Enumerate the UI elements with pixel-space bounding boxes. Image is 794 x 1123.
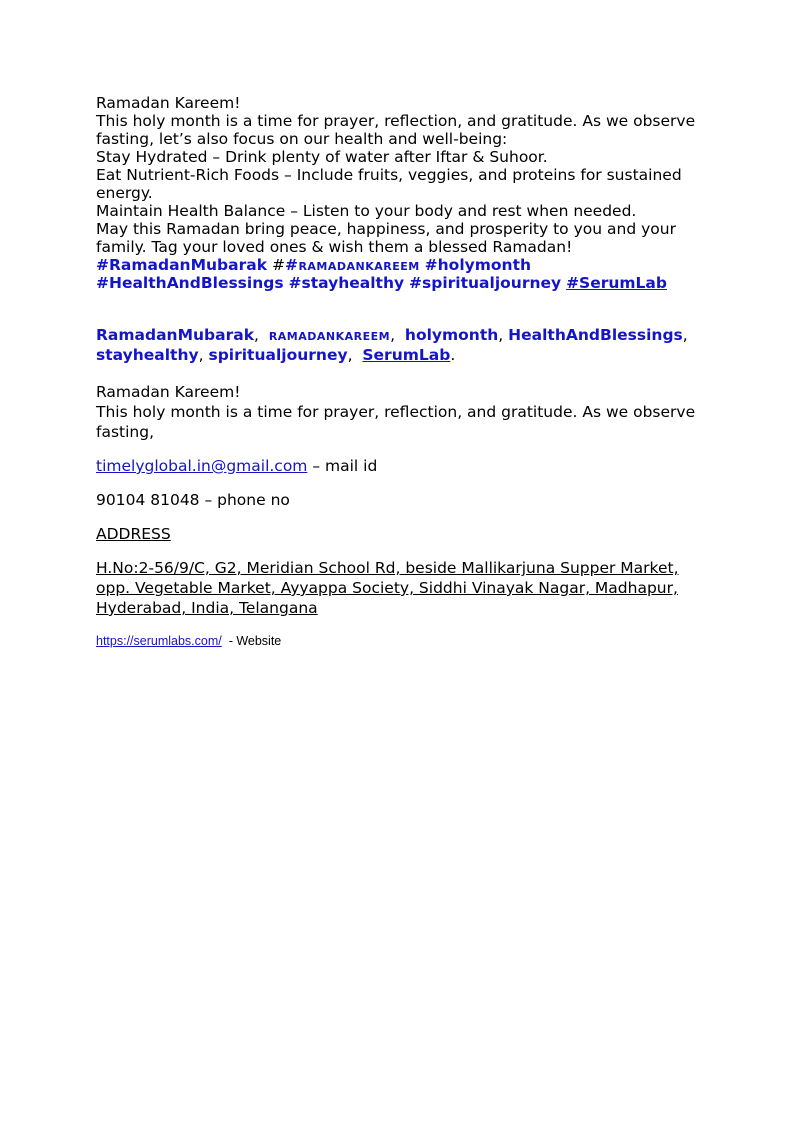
separator: , <box>347 346 353 364</box>
tag-list <box>96 325 706 365</box>
closing-line: May this Ramadan bring peace, happiness, and prosperity to you and your family. Tag your loved ones & wish them a blessed Ramadan! <box>96 220 676 256</box>
hashtag-link[interactable]: #SerumLab <box>566 274 667 292</box>
email-link[interactable]: timelyglobal.in@gmail.com <box>96 457 308 475</box>
intro-repeat: This holy month is a time for prayer, reflection, and gratitude. As we observe fasting, <box>96 403 696 441</box>
tag-item[interactable]: RamadanMubarak <box>96 326 255 344</box>
tag-item[interactable]: stayhealthy <box>96 346 199 364</box>
tag-item[interactable]: holymonth <box>404 326 499 344</box>
repeat-block <box>96 382 706 442</box>
website-link[interactable]: https://serumlabs.com/ <box>96 634 222 648</box>
intro-block <box>96 94 706 292</box>
hashtag[interactable]: #RamadanMubarak <box>96 256 268 274</box>
hashtag[interactable]: #ramadankareem <box>284 256 420 274</box>
document-page <box>96 94 706 663</box>
hashtag[interactable]: #stayhealthy <box>288 274 405 292</box>
hashtag[interactable]: #holymonth <box>424 256 532 274</box>
hash-symbol: # <box>271 256 285 274</box>
website-line <box>96 632 706 650</box>
hashtag-line <box>96 256 706 292</box>
tag-item-link[interactable]: SerumLab <box>362 346 451 364</box>
separator: , <box>498 326 504 344</box>
website-label: - Website <box>221 634 282 648</box>
hashtag[interactable]: #HealthAndBlessings <box>96 274 284 292</box>
address-heading: ADDRESS <box>96 525 171 543</box>
email-line <box>96 456 706 476</box>
address-text: H.No:2-56/9/C, G2, Meridian School Rd, beside Mallikarjuna Supper Market, opp. Vegetable Market, Ayyappa Society, Siddhi Vinayak Nagar, Madhapur, Hyderabad, India, Telangana <box>96 559 679 617</box>
separator: , <box>198 346 204 364</box>
intro-line: This holy month is a time for prayer, reflection, and gratitude. As we observe fasting, let’s also focus on our health and well-being: <box>96 112 696 148</box>
separator: , <box>682 326 688 344</box>
separator: , <box>390 326 396 344</box>
tip-hydrated: Stay Hydrated – Drink plenty of water after Iftar & Suhoor. <box>96 148 548 166</box>
separator: , <box>254 326 259 344</box>
greeting: Ramadan Kareem! <box>96 94 241 112</box>
phone-line: 90104 81048 – phone no <box>96 491 290 509</box>
tag-item[interactable]: ramadankareem <box>268 326 391 344</box>
tip-balance: Maintain Health Balance – Listen to your body and rest when needed. <box>96 202 637 220</box>
tag-item[interactable]: HealthAndBlessings <box>508 326 683 344</box>
period: . <box>450 346 456 364</box>
email-label: – mail id <box>307 457 378 475</box>
greeting-repeat: Ramadan Kareem! <box>96 383 241 401</box>
tag-item[interactable]: spiritualjourney <box>208 346 348 364</box>
hashtag[interactable]: #spiritualjourney <box>409 274 562 292</box>
tip-nutrient: Eat Nutrient-Rich Foods – Include fruits, veggies, and proteins for sustained energy. <box>96 166 682 202</box>
